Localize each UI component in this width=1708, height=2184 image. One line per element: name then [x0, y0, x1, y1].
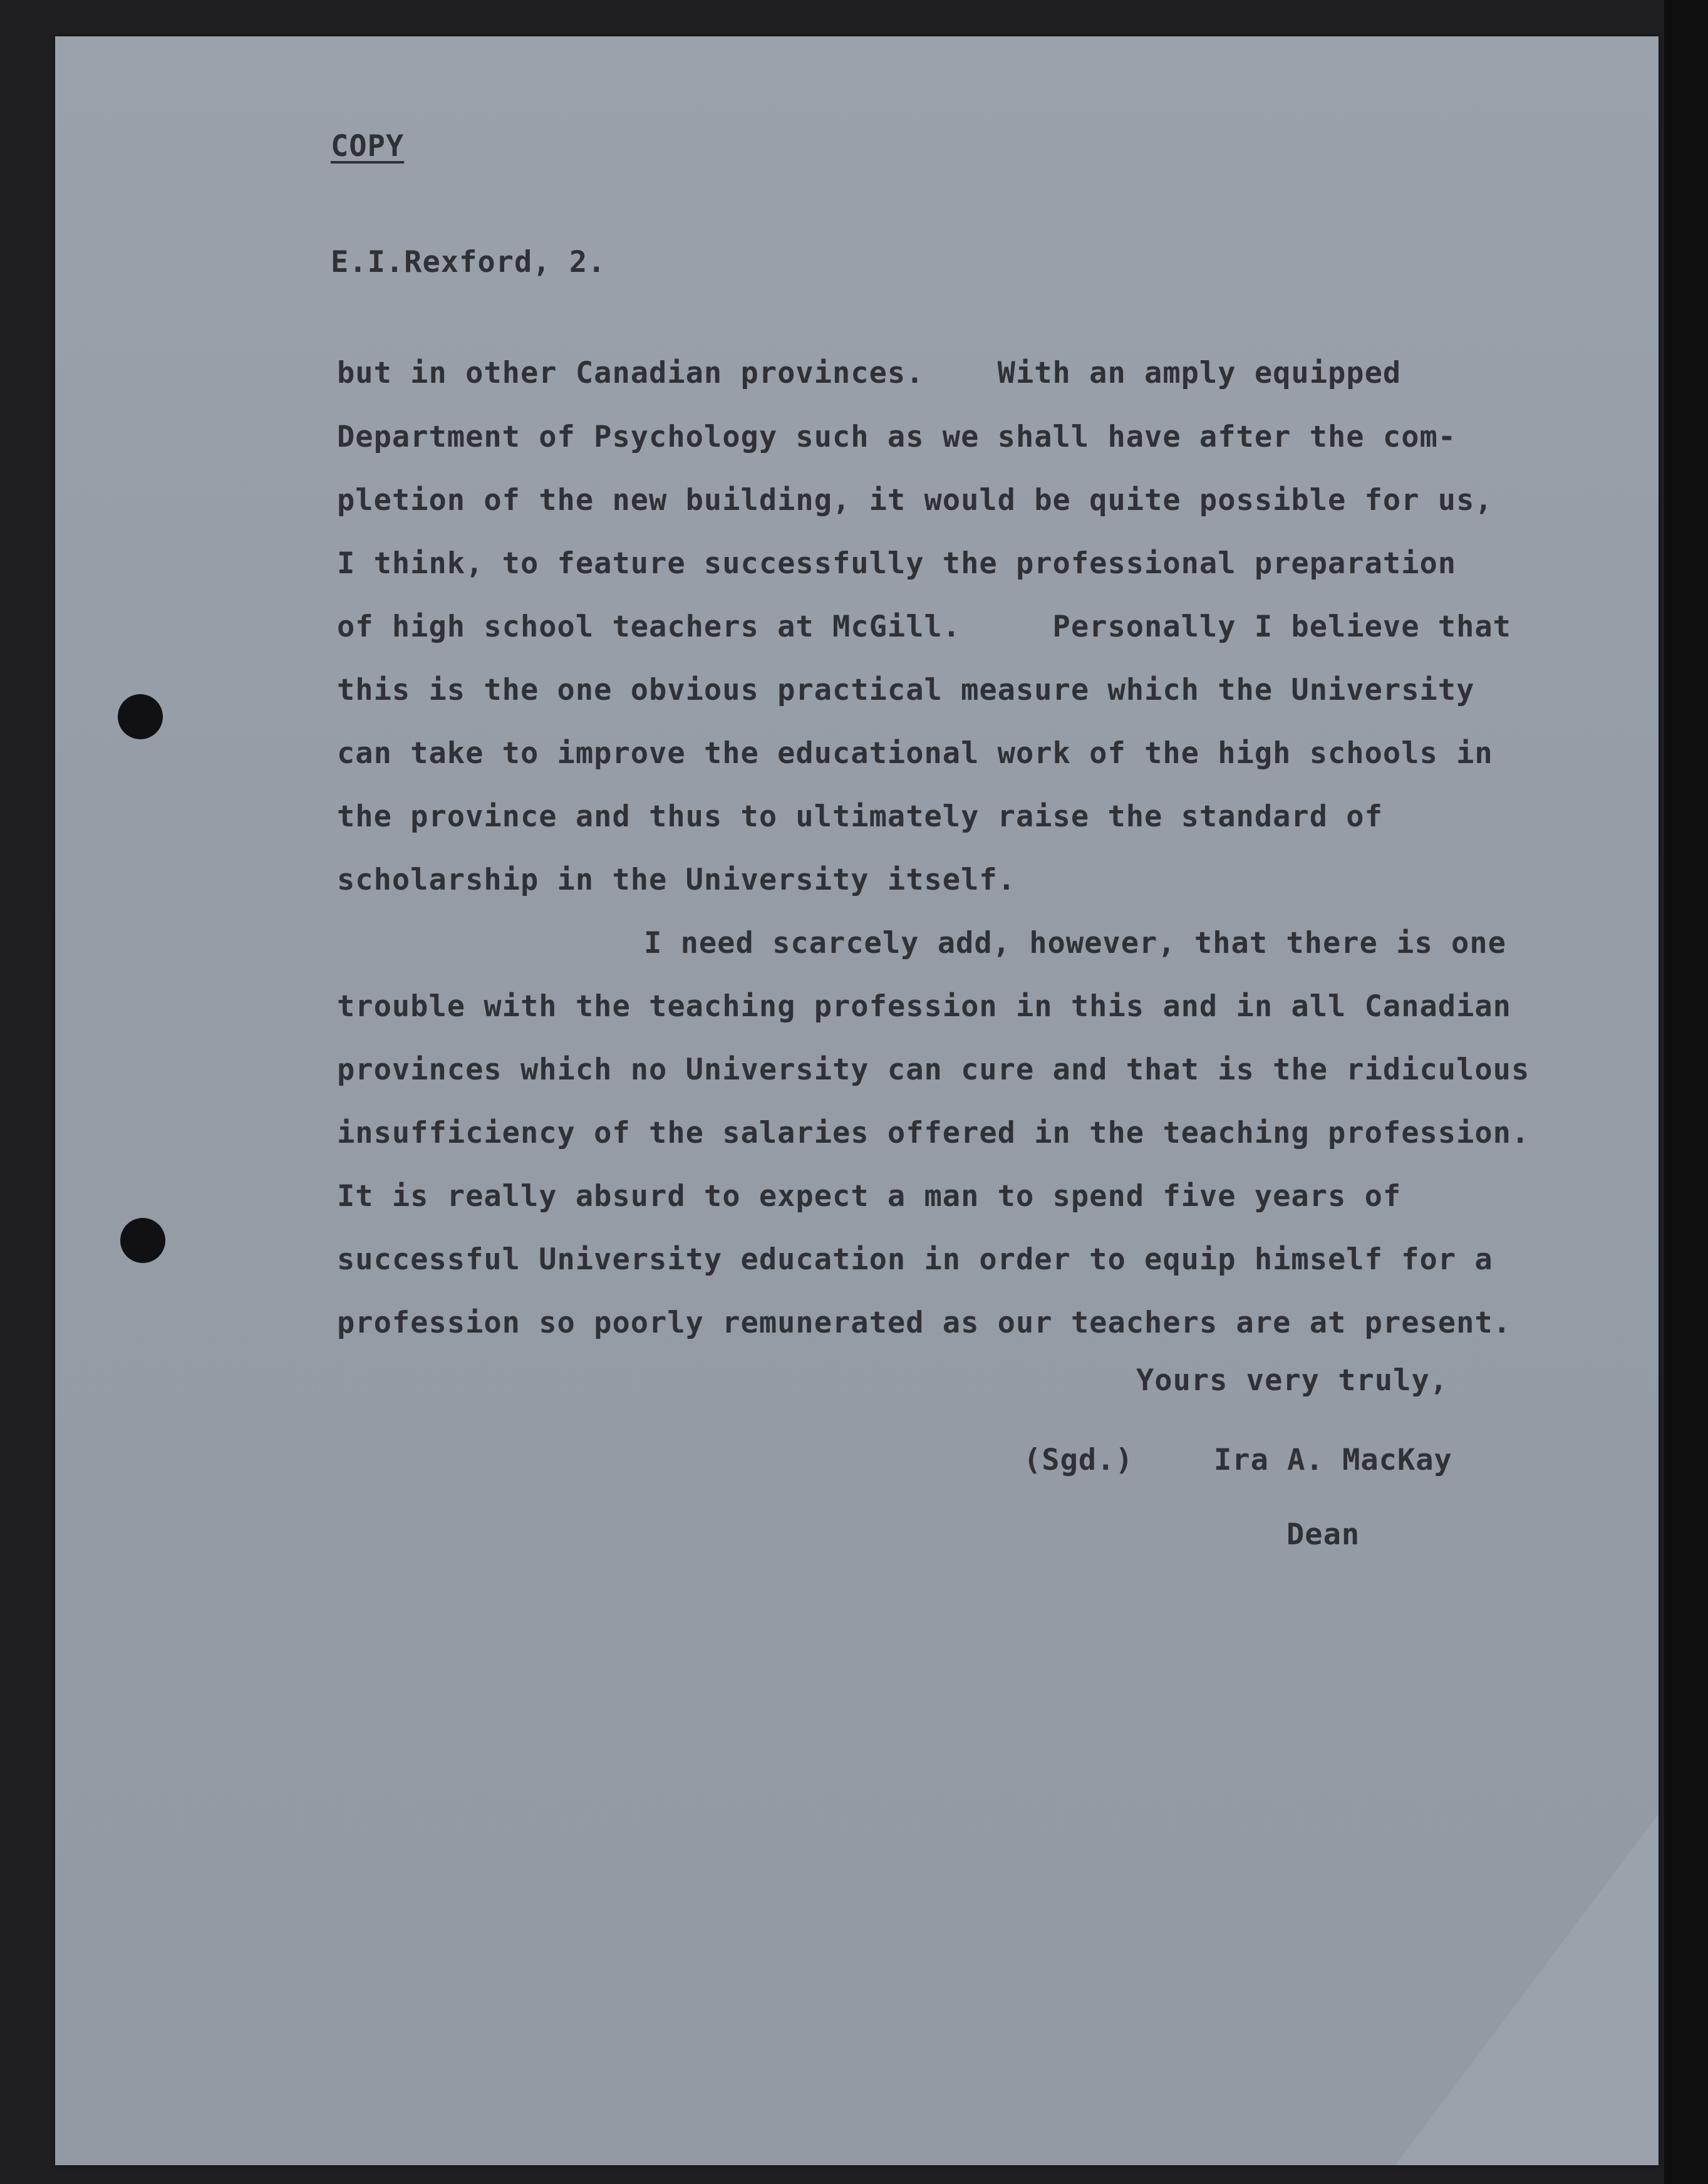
closing-salutation: Yours very truly,	[1136, 1363, 1449, 1398]
document-sheet	[55, 36, 1659, 2165]
body-line: scholarship in the University itself.	[337, 863, 1016, 897]
body-line: of high school teachers at McGill. Personally I believe that	[337, 610, 1511, 644]
copy-label: COPY	[331, 129, 405, 164]
body-line: pletion of the new building, it would be quite possible for us,	[337, 483, 1493, 517]
sheet-fold	[1395, 1814, 1659, 2165]
body-line: I think, to feature successfully the professional preparation	[337, 546, 1457, 581]
body-line: but in other Canadian provinces. With an amply equipped	[337, 356, 1402, 390]
body-line: provinces which no University can cure and that is the ridiculous	[337, 1053, 1530, 1087]
page-reference: E.I.Rexford, 2.	[331, 245, 606, 279]
body-line: profession so poorly remunerated as our teachers are at present.	[337, 1306, 1511, 1340]
body-line: Department of Psychology such as we shall have after the com-	[337, 420, 1457, 454]
body-line: the province and thus to ultimately raise the standard of	[337, 799, 1383, 834]
body-line: can take to improve the educational work of the high schools in	[337, 736, 1493, 771]
signer-title: Dean	[1286, 1517, 1360, 1552]
signer-name: Ira A. MacKay	[1214, 1443, 1452, 1477]
signed-marker: (Sgd.)	[1023, 1443, 1134, 1477]
backdrop-edge	[1664, 0, 1708, 2184]
body-line: insufficiency of the salaries offered in the teaching profession.	[337, 1116, 1530, 1150]
body-line: It is really absurd to expect a man to spend five years of	[337, 1179, 1402, 1214]
body-line: trouble with the teaching profession in this and in all Canadian	[337, 989, 1511, 1024]
body-line: this is the one obvious practical measure which the University	[337, 673, 1475, 707]
body-line: successful University education in order to equip himself for a	[337, 1242, 1493, 1277]
punch-hole-top	[118, 694, 163, 739]
punch-hole-bottom	[120, 1218, 165, 1263]
paragraph-start-line: I need scarcely add, however, that there is one	[644, 926, 1506, 960]
